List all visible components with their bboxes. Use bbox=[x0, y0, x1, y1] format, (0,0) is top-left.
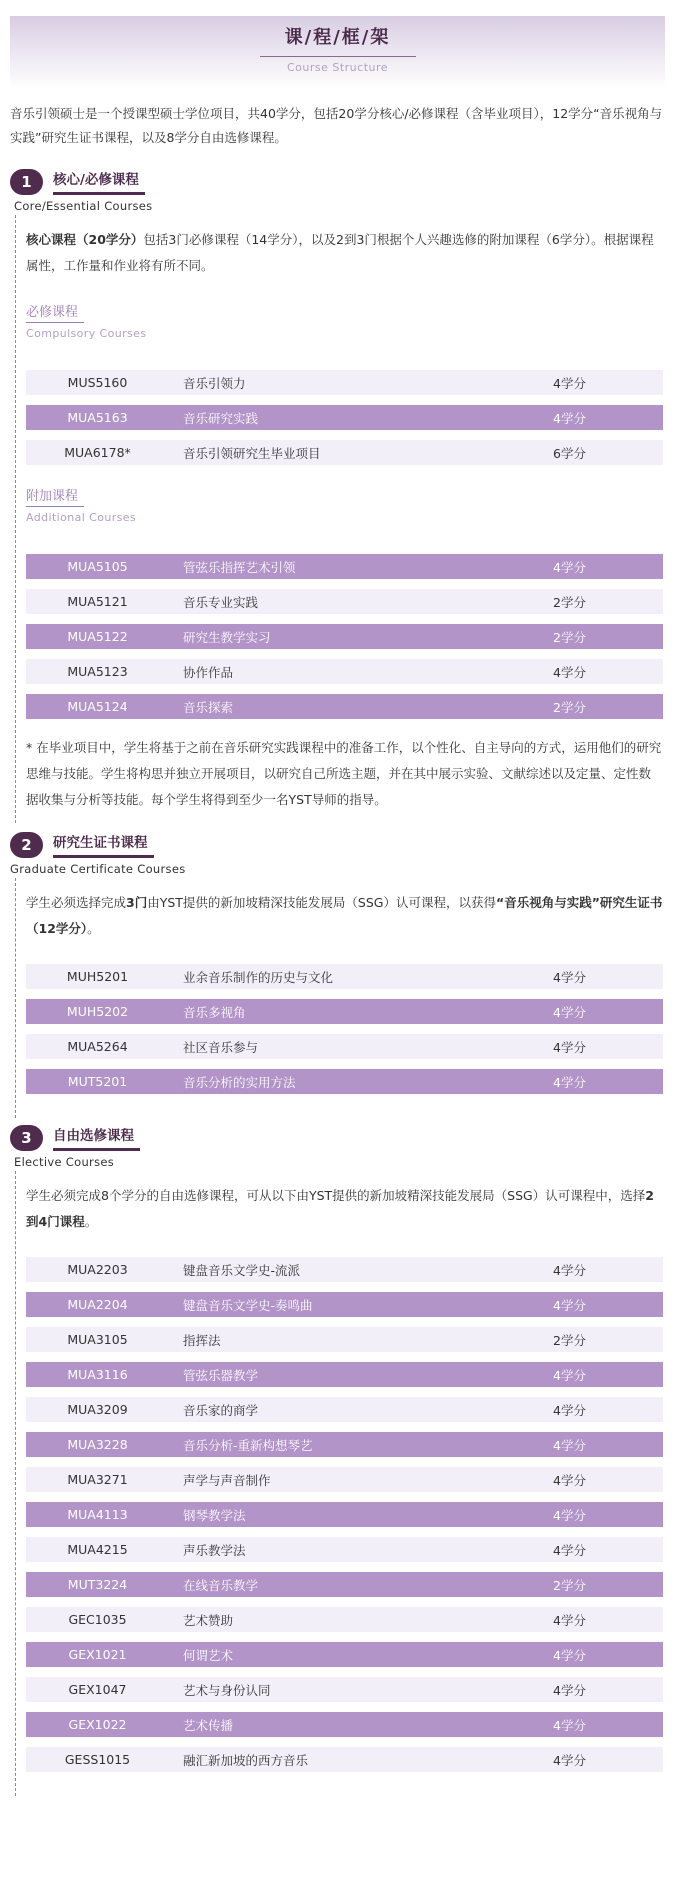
course-list bbox=[26, 1257, 663, 1796]
course-credit: 2学分 bbox=[553, 1332, 586, 1348]
course-code: MUA5121 bbox=[67, 594, 128, 609]
course-credit: 2学分 bbox=[553, 699, 586, 715]
section-heading bbox=[0, 168, 675, 195]
course-row bbox=[26, 1502, 663, 1527]
course-name: 社区音乐参与 bbox=[183, 1039, 259, 1055]
course-name: 艺术传播 bbox=[183, 1717, 234, 1733]
subsection-title-en: Compulsory Courses bbox=[26, 327, 147, 340]
course-row bbox=[26, 1642, 663, 1667]
course-row bbox=[26, 1257, 663, 1282]
course-code: GEC1035 bbox=[68, 1612, 127, 1627]
course-code: MUA3228 bbox=[67, 1437, 128, 1452]
course-credit: 4学分 bbox=[553, 1472, 586, 1488]
section-title: 核心/必修课程 bbox=[53, 168, 145, 195]
course-code: MUA6178* bbox=[64, 445, 131, 460]
course-name: 键盘音乐文学史-流派 bbox=[183, 1262, 301, 1278]
course-name: 协作作品 bbox=[183, 664, 234, 680]
course-row bbox=[26, 1397, 663, 1422]
subsection-heading bbox=[26, 485, 663, 524]
course-list bbox=[26, 964, 663, 1118]
section-description bbox=[26, 1171, 663, 1235]
course-row bbox=[26, 1467, 663, 1492]
course-code: MUA5122 bbox=[67, 629, 128, 644]
description-text: 。 bbox=[84, 1214, 98, 1229]
course-credit: 4学分 bbox=[553, 664, 586, 680]
course-row bbox=[26, 659, 663, 684]
course-credit: 4学分 bbox=[553, 1647, 586, 1663]
course-code: MUA5124 bbox=[67, 699, 128, 714]
course-name: 在线音乐教学 bbox=[183, 1577, 259, 1593]
course-credit: 4学分 bbox=[553, 1367, 586, 1383]
course-code: MUH5202 bbox=[66, 1004, 129, 1019]
course-name: 音乐引领力 bbox=[183, 375, 246, 391]
description-text: 学生必须完成8个学分的自由选修课程，可从以下由YST提供的新加坡精深技能发展局（SSG）认可课程中，选择 bbox=[26, 1188, 646, 1203]
section-body bbox=[15, 1171, 675, 1796]
course-code: MUA3116 bbox=[67, 1367, 128, 1382]
section-core bbox=[0, 168, 675, 823]
course-name: 艺术赞助 bbox=[183, 1612, 234, 1628]
course-row bbox=[26, 1432, 663, 1457]
course-row bbox=[26, 1712, 663, 1737]
course-name: 音乐专业实践 bbox=[183, 594, 259, 610]
course-credit: 2学分 bbox=[553, 629, 586, 645]
course-list bbox=[26, 370, 663, 465]
subsection-title: 附加课程 bbox=[26, 485, 84, 507]
course-code: MUA3271 bbox=[67, 1472, 128, 1487]
course-row bbox=[26, 1292, 663, 1317]
course-code: GEX1021 bbox=[68, 1647, 127, 1662]
course-code: MUA5264 bbox=[67, 1039, 128, 1054]
course-name: 音乐家的商学 bbox=[183, 1402, 259, 1418]
course-row bbox=[26, 1607, 663, 1632]
course-credit: 4学分 bbox=[553, 1074, 586, 1090]
course-credit: 2学分 bbox=[553, 594, 586, 610]
course-row bbox=[26, 694, 663, 719]
course-credit: 4学分 bbox=[553, 1612, 586, 1628]
course-code: MUA4215 bbox=[67, 1542, 128, 1557]
course-credit: 4学分 bbox=[553, 410, 586, 426]
description-text: 。 bbox=[87, 921, 100, 936]
intro-paragraph: 音乐引领硕士是一个授课型硕士学位项目，共40学分，包括20学分核心/必修课程（含毕业项目），12学分“音乐视角与实践”研究生证书课程，以及8学分自由选修课程。 bbox=[10, 106, 663, 145]
course-credit: 2学分 bbox=[553, 1577, 586, 1593]
description-text: 学生必须选择完成 bbox=[26, 895, 127, 910]
course-code: GEX1047 bbox=[68, 1682, 127, 1697]
section-title-en: Elective Courses bbox=[14, 1155, 115, 1169]
course-row bbox=[26, 1069, 663, 1094]
course-code: MUA2203 bbox=[67, 1262, 128, 1277]
course-credit: 4学分 bbox=[553, 969, 586, 985]
section-title: 研究生证书课程 bbox=[53, 831, 154, 858]
course-credit: 6学分 bbox=[553, 445, 586, 461]
section-heading bbox=[0, 1124, 675, 1151]
course-code: MUA5105 bbox=[67, 559, 128, 574]
footnote: * 在毕业项目中，学生将基于之前在音乐研究实践课程中的准备工作，以个性化、自主导向的方式，运用他们的研究思维与技能。学生将构思并独立开展项目，以研究自己所选主题，并在其中展示实验、文献综述以及定量、定性数据收集与分析等技能。每个学生将得到至少一名YST导师的指导。 bbox=[26, 740, 662, 807]
course-name: 何谓艺术 bbox=[183, 1647, 234, 1663]
subsection-title: 必修课程 bbox=[26, 301, 84, 323]
description-text: 由YST提供的新加坡精深技能发展局（SSG）认可课程，以获得 bbox=[147, 895, 496, 910]
section-heading bbox=[0, 831, 675, 858]
section-certificate bbox=[0, 831, 675, 1118]
course-list bbox=[26, 554, 663, 719]
course-name: 钢琴教学法 bbox=[183, 1507, 246, 1523]
course-credit: 4学分 bbox=[553, 559, 586, 575]
course-row bbox=[26, 405, 663, 430]
course-code: MUA4113 bbox=[67, 1507, 128, 1522]
course-name: 业余音乐制作的历史与文化 bbox=[183, 969, 334, 985]
description-bold: 3门 bbox=[126, 895, 148, 910]
course-code: MUA2204 bbox=[67, 1297, 128, 1312]
course-code: MUA3209 bbox=[67, 1402, 128, 1417]
course-name: 音乐探索 bbox=[183, 699, 234, 715]
course-row bbox=[26, 589, 663, 614]
course-credit: 4学分 bbox=[553, 1752, 586, 1768]
section-body bbox=[15, 215, 675, 823]
course-row bbox=[26, 440, 663, 465]
course-row bbox=[26, 624, 663, 649]
course-name: 音乐分析的实用方法 bbox=[183, 1074, 296, 1090]
course-name: 音乐多视角 bbox=[183, 1004, 246, 1020]
section-body bbox=[15, 878, 675, 1118]
course-name: 键盘音乐文学史-奏鸣曲 bbox=[183, 1297, 313, 1313]
section-title-en: Core/Essential Courses bbox=[14, 199, 153, 213]
course-credit: 4学分 bbox=[553, 1507, 586, 1523]
course-name: 声学与声音制作 bbox=[183, 1472, 271, 1488]
course-code: MUA5123 bbox=[67, 664, 128, 679]
course-code: MUT3224 bbox=[67, 1577, 128, 1592]
course-credit: 4学分 bbox=[553, 1717, 586, 1733]
description-bold: 2到4门课程 bbox=[26, 1188, 654, 1229]
course-code: MUA5163 bbox=[67, 410, 128, 425]
course-name: 融汇新加坡的西方音乐 bbox=[183, 1752, 309, 1768]
course-credit: 4学分 bbox=[553, 1542, 586, 1558]
course-row bbox=[26, 1747, 663, 1772]
course-row bbox=[26, 1572, 663, 1597]
course-row bbox=[26, 370, 663, 395]
page-subtitle: Course Structure bbox=[286, 61, 389, 74]
subsection-title-en: Additional Courses bbox=[26, 511, 137, 524]
description-bold: 核心课程（20学分） bbox=[26, 232, 144, 247]
course-name: 艺术与身份认同 bbox=[183, 1682, 271, 1698]
description-text: 包括3门必修课程（14学分），以及2到3门根据个人兴趣选修的附加课程（6学分）。根据课程属性，工作量和作业将有所不同。 bbox=[26, 232, 654, 273]
course-code: GESS1015 bbox=[64, 1752, 131, 1767]
course-code: MUS5160 bbox=[67, 375, 128, 390]
course-name: 指挥法 bbox=[183, 1332, 221, 1348]
course-name: 管弦乐指挥艺术引领 bbox=[183, 559, 296, 575]
course-credit: 4学分 bbox=[553, 375, 586, 391]
course-row bbox=[26, 1327, 663, 1352]
page-header bbox=[10, 16, 665, 88]
course-code: MUA3105 bbox=[67, 1332, 128, 1347]
course-credit: 4学分 bbox=[553, 1039, 586, 1055]
page-title: 课/程/框/架 bbox=[284, 27, 391, 48]
course-row bbox=[26, 999, 663, 1024]
section-description bbox=[26, 878, 663, 942]
course-code: GEX1022 bbox=[68, 1717, 127, 1732]
subsection-heading bbox=[26, 301, 663, 340]
description-bold: “音乐视角与实践”研究生证书（12学分） bbox=[26, 895, 663, 936]
course-name: 管弦乐器教学 bbox=[183, 1367, 259, 1383]
course-row bbox=[26, 964, 663, 989]
course-credit: 4学分 bbox=[553, 1437, 586, 1453]
course-name: 音乐引领研究生毕业项目 bbox=[183, 445, 321, 461]
course-row bbox=[26, 1537, 663, 1562]
course-name: 音乐研究实践 bbox=[183, 410, 259, 426]
course-row bbox=[26, 1677, 663, 1702]
section-description bbox=[26, 215, 663, 279]
course-name: 研究生教学实习 bbox=[183, 629, 271, 645]
course-name: 音乐分析-重新构想琴艺 bbox=[183, 1437, 313, 1453]
section-number-badge: 3 bbox=[10, 1125, 43, 1151]
section-number-badge: 2 bbox=[10, 832, 43, 858]
course-credit: 4学分 bbox=[553, 1262, 586, 1278]
course-name: 声乐教学法 bbox=[183, 1542, 246, 1558]
course-row bbox=[26, 554, 663, 579]
course-row bbox=[26, 1362, 663, 1387]
section-title-en: Graduate Certificate Courses bbox=[10, 862, 186, 876]
course-code: MUT5201 bbox=[67, 1074, 128, 1089]
section-number-badge: 1 bbox=[10, 169, 43, 195]
section-title: 自由选修课程 bbox=[53, 1124, 140, 1151]
section-elective bbox=[0, 1124, 675, 1796]
course-row bbox=[26, 1034, 663, 1059]
course-credit: 4学分 bbox=[553, 1004, 586, 1020]
course-credit: 4学分 bbox=[553, 1682, 586, 1698]
course-code: MUH5201 bbox=[66, 969, 129, 984]
course-credit: 4学分 bbox=[553, 1402, 586, 1418]
course-credit: 4学分 bbox=[553, 1297, 586, 1313]
header-divider bbox=[260, 56, 416, 57]
